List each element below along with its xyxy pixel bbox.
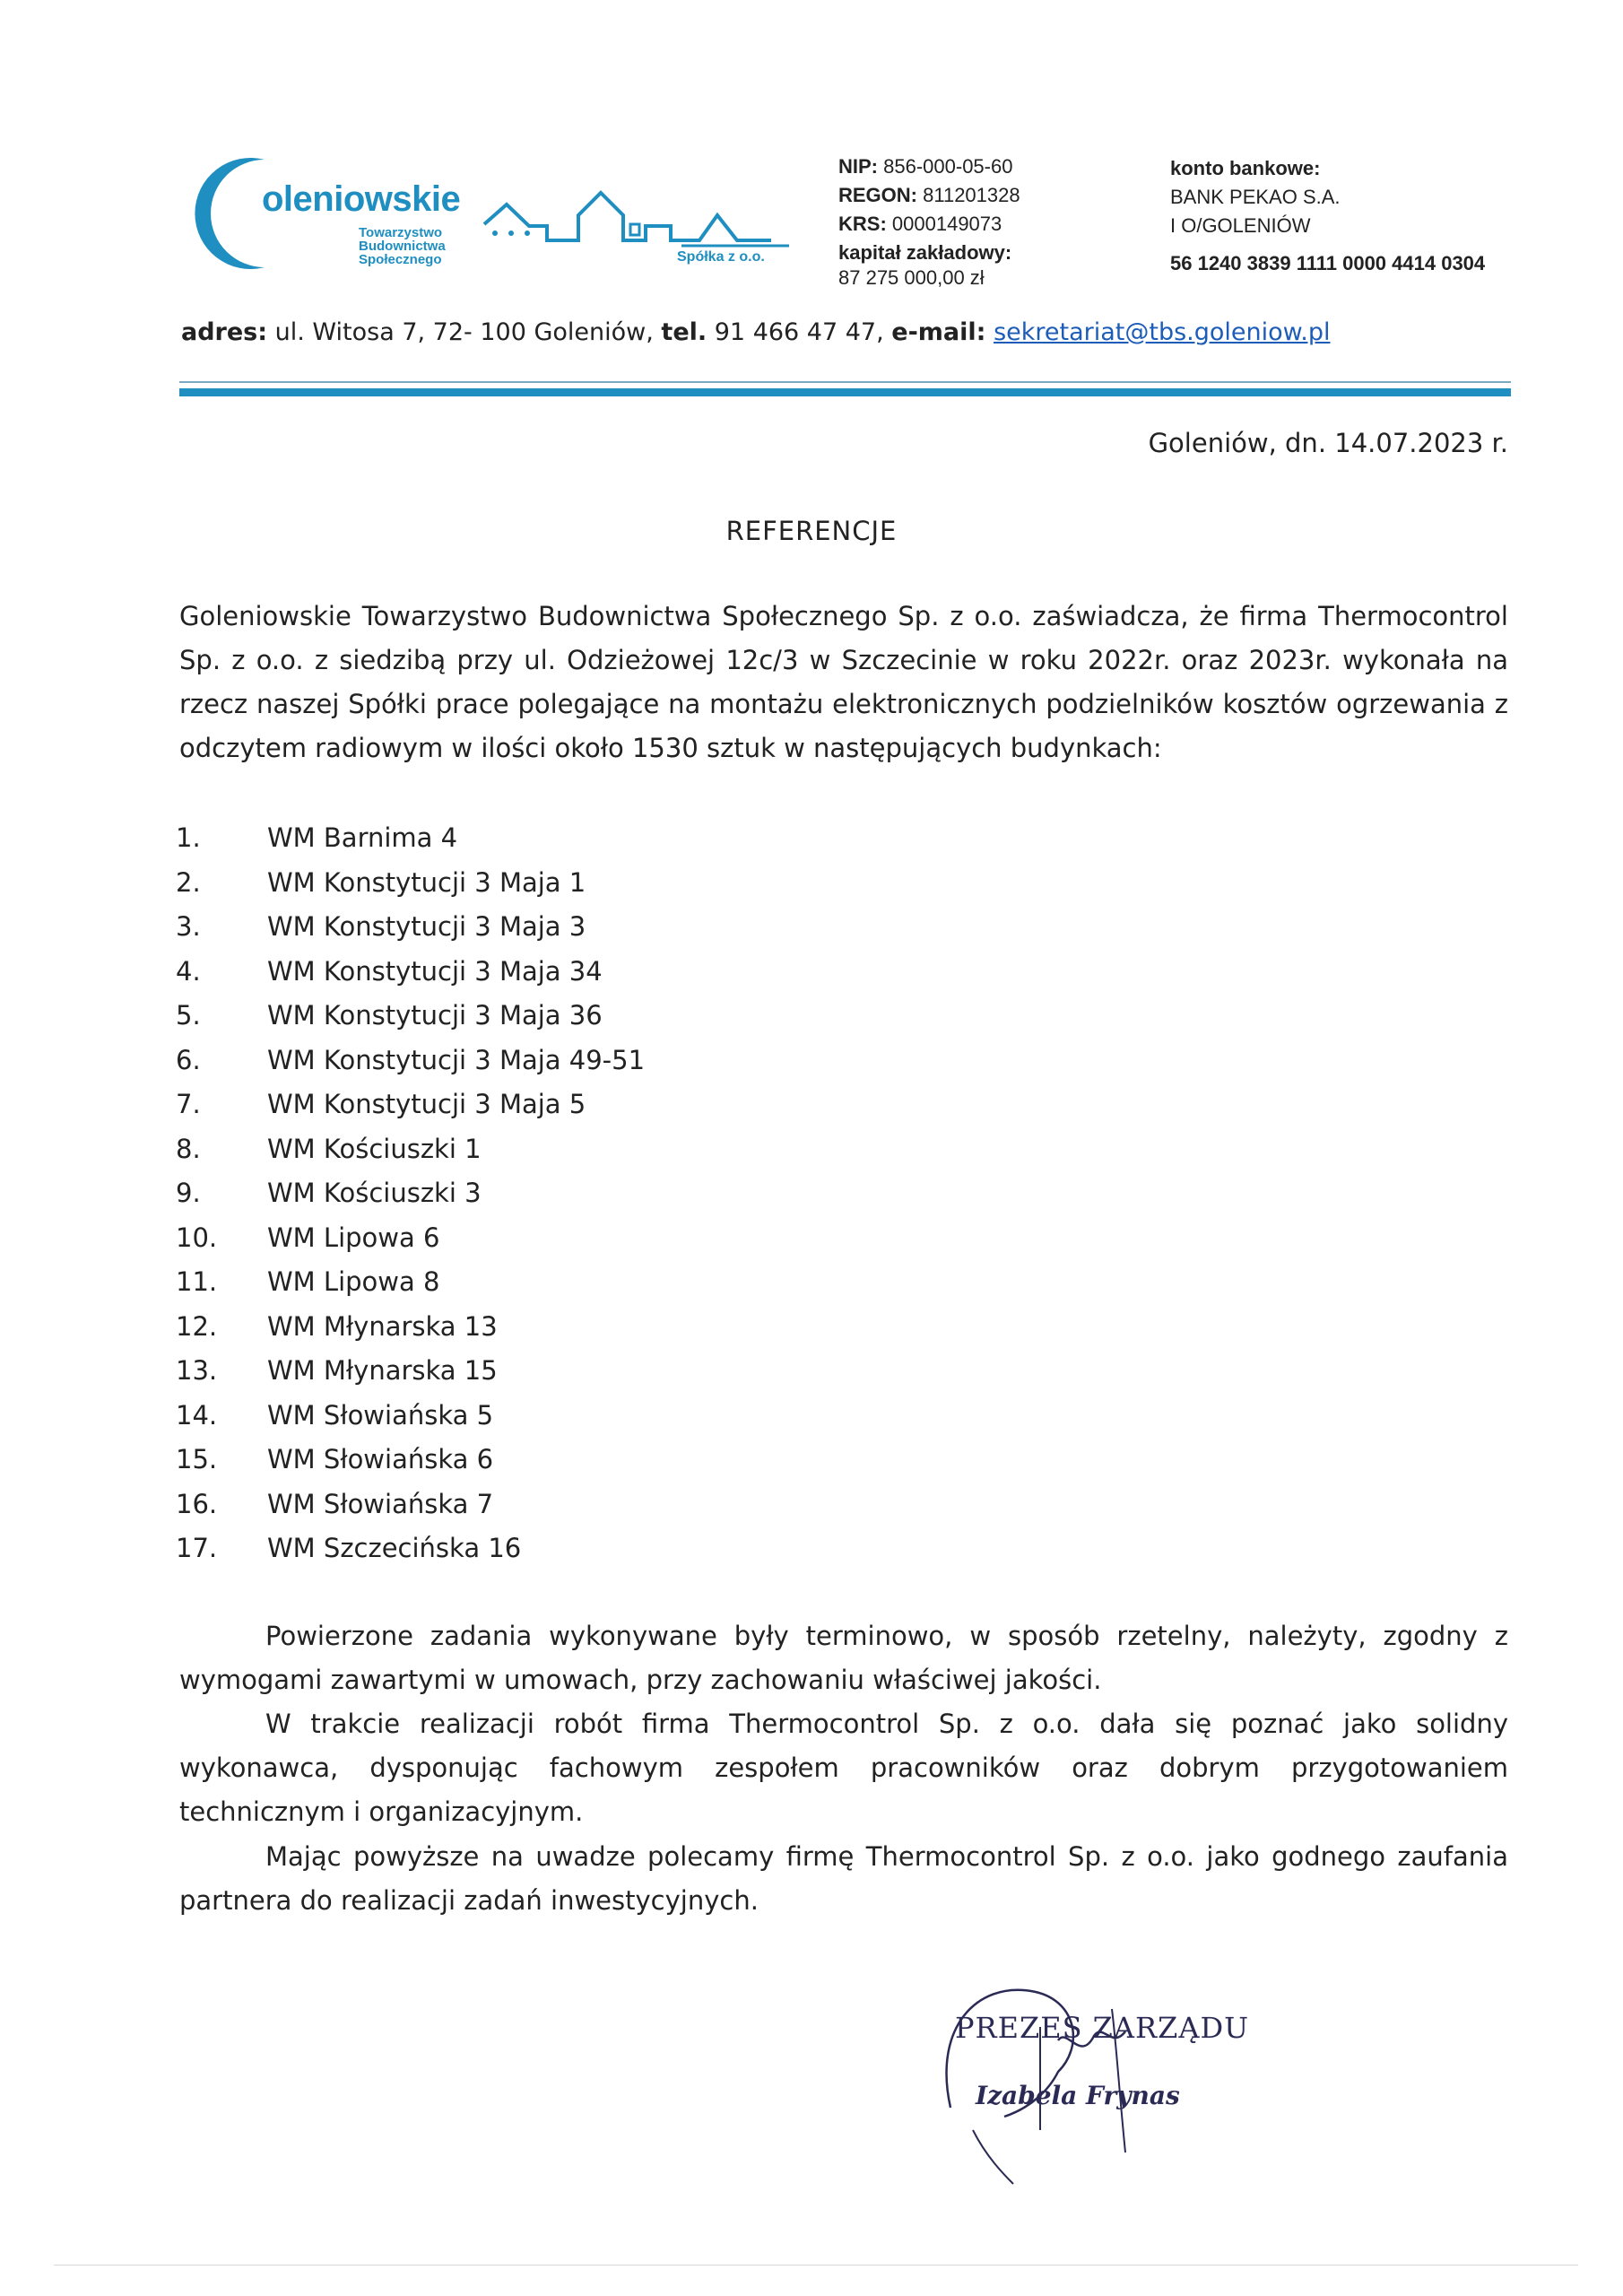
list-item-number: 6. (176, 1044, 201, 1075)
list-item-name: WM Słowiańska 7 (267, 1488, 494, 1519)
list-item (176, 994, 1162, 1039)
list-item (176, 1305, 1162, 1350)
list-item-number: 8. (176, 1133, 201, 1164)
list-item-number: 4. (176, 955, 201, 987)
email-label: e-mail: (891, 318, 986, 346)
recommendation-paragraph: Mając powyższe na uwadze polecamy firmę Thermocontrol Sp. z o.o. jako godnego zaufania partnera do realizacji zadań inwestycyjnych. (179, 1841, 1508, 1916)
company-logo (179, 144, 807, 287)
list-item-name: WM Lipowa 6 (267, 1222, 440, 1253)
list-item-name: WM Konstytucji 3 Maja 36 (267, 1000, 603, 1031)
list-item-name: WM Młynarska 13 (267, 1310, 498, 1342)
list-item-name: WM Kościuszki 3 (267, 1178, 482, 1208)
letter-date: Goleniów, dn. 14.07.2023 r. (1148, 428, 1508, 458)
list-item-number: 11. (176, 1266, 218, 1297)
footer-rule (54, 2265, 1578, 2266)
address-line (181, 318, 1526, 346)
tel-value: 91 466 47 47, (714, 318, 884, 346)
intro-paragraph: Goleniowskie Towarzystwo Budownictwa Społecznego Sp. z o.o. zaświadcza, że firma Thermocontrol Sp. z o.o. z siedzibą przy ul. Odzieżowej 12c/3 w Szczecinie w roku 2022r. oraz 2023r. wykonała na rzecz naszej Spółki prace polegające na montażu elektronicznych podzielników kosztów ogrzewania z odczytem radiowym w ilości około 1530 sztuk w następujących budynkach: (179, 601, 1508, 763)
logo-company-form: Spółka z o.o. (677, 249, 765, 265)
list-item-name: WM Kościuszki 1 (267, 1133, 482, 1164)
krs-value: 0000149073 (891, 213, 1002, 235)
header-divider-thin (179, 381, 1511, 383)
list-item-number: 16. (176, 1488, 218, 1519)
list-item (176, 1216, 1162, 1261)
logo-subtitle: Towarzystwo Budownictwa Społecznego (359, 225, 446, 267)
list-item-name: WM Szczecińska 16 (267, 1533, 522, 1563)
list-item (176, 1438, 1162, 1483)
list-item-number: 15. (176, 1444, 218, 1474)
bank-account: 56 1240 3839 1111 0000 4414 0304 (1170, 252, 1486, 274)
list-item-number: 5. (176, 1000, 201, 1031)
list-item-name: WM Barnima 4 (267, 822, 458, 853)
list-item-name: WM Młynarska 15 (267, 1355, 498, 1386)
signature-stamp (924, 1973, 1282, 2188)
regon-value: 811201328 (923, 184, 1020, 206)
list-item (176, 1039, 1162, 1083)
company-identifiers (838, 152, 1161, 289)
list-item-number: 10. (176, 1222, 218, 1253)
list-item (176, 1260, 1162, 1305)
list-item (176, 1083, 1162, 1127)
list-item (176, 1526, 1162, 1571)
bank-name: BANK PEKAO S.A. (1170, 186, 1341, 208)
nip-value: 856-000-05-60 (883, 155, 1013, 178)
capital-line (838, 239, 1161, 267)
capital-value: 87 275 000,00 zł (838, 266, 985, 289)
list-item-name: WM Konstytucji 3 Maja 34 (267, 955, 603, 987)
list-item-number: 9. (176, 1178, 201, 1208)
list-item-name: WM Konstytucji 3 Maja 49-51 (267, 1044, 646, 1075)
list-item (176, 816, 1162, 861)
list-item-number: 17. (176, 1533, 218, 1563)
list-item (176, 950, 1162, 995)
buildings-list (176, 816, 1162, 1571)
list-item-name: WM Słowiańska 6 (267, 1444, 494, 1474)
krs-line (838, 210, 1161, 239)
list-item-name: WM Słowiańska 5 (267, 1399, 494, 1431)
stamp-title: PREZES ZARZĄDU (955, 2011, 1250, 2045)
email-link[interactable]: sekretariat@tbs.goleniow.pl (994, 318, 1331, 346)
stamp-name: Izabela Frynas (976, 2081, 1180, 2110)
krs-label: KRS: (838, 213, 887, 235)
list-item (176, 905, 1162, 950)
bank-branch: I O/GOLENIÓW (1170, 214, 1311, 237)
bank-title: konto bankowe: (1170, 157, 1321, 179)
list-item-number: 3. (176, 911, 201, 942)
list-item (176, 1483, 1162, 1527)
list-item (176, 861, 1162, 906)
list-item-number: 12. (176, 1310, 218, 1342)
list-item-name: WM Konstytucji 3 Maja 3 (267, 911, 586, 942)
capital-label: kapitał zakładowy: (838, 241, 1012, 264)
list-item-name: WM Konstytucji 3 Maja 1 (267, 866, 586, 898)
list-item-number: 7. (176, 1089, 201, 1119)
nip-label: NIP: (838, 155, 878, 178)
tel-label: tel. (661, 318, 707, 346)
list-item (176, 1127, 1162, 1172)
list-item-name: WM Konstytucji 3 Maja 5 (267, 1089, 586, 1119)
list-item-number: 2. (176, 866, 201, 898)
list-item-name: WM Lipowa 8 (267, 1266, 440, 1297)
list-item (176, 1349, 1162, 1394)
quality-paragraph: Powierzone zadania wykonywane były terminowo, w sposób rzetelny, należyty, zgodny z wymogami zawartymi w umowach, przy zachowaniu właściwej jakości. (179, 1621, 1508, 1695)
address-label: adres: (181, 318, 268, 346)
list-item-number: 14. (176, 1399, 218, 1431)
regon-label: REGON: (838, 184, 917, 206)
logo-wordmark: oleniowskie (262, 179, 461, 219)
list-item (176, 1394, 1162, 1439)
contractor-paragraph: W trakcie realizacji robót firma Thermocontrol Sp. z o.o. dała się poznać jako solidny wykonawca, dysponując fachowym zespołem pracowników oraz dobrym przygotowaniem technicznym i organizacyjnym. (179, 1709, 1508, 1827)
regon-line (838, 181, 1161, 210)
header-divider (179, 388, 1511, 396)
letter-heading: REFERENCJE (725, 516, 898, 546)
bank-details (1170, 154, 1547, 278)
list-item-number: 1. (176, 822, 201, 853)
list-item (176, 1171, 1162, 1216)
list-item-number: 13. (176, 1355, 218, 1386)
address-street: ul. Witosa 7, 72- 100 Goleniów, (274, 318, 654, 346)
nip-line (838, 152, 1161, 181)
